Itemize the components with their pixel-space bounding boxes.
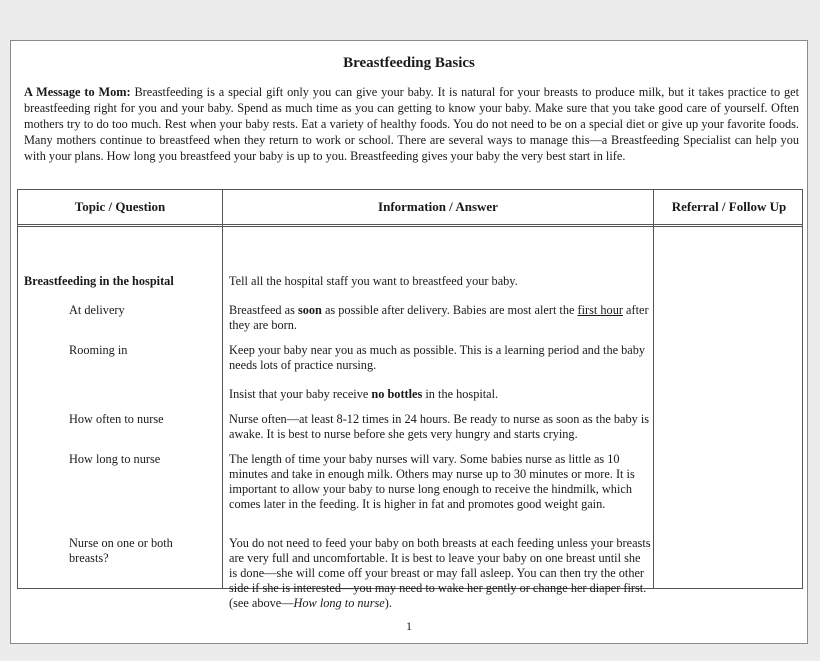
answer-how-often: Nurse often—at least 8-12 times in 24 hours. Be ready to nurse as soon as the baby is awake. It is best to nurse before she gets very hungry and starts crying.: [229, 412, 650, 441]
header-topic: Topic / Question: [74, 199, 166, 214]
intro-paragraph: [24, 84, 799, 164]
document-page: [10, 40, 808, 644]
topic-rooming-in: Rooming in: [69, 343, 128, 357]
topic-how-long: How long to nurse: [69, 452, 161, 466]
topic-one-or-both: Nurse on one or both breasts?: [69, 536, 173, 565]
answer-rooming-in: Keep your baby near you as much as possible. This is a learning period and the baby needs lots of practice nursing.: [229, 343, 646, 372]
topic-how-often: How often to nurse: [69, 412, 164, 426]
header-referral: Referral / Follow Up: [671, 199, 787, 214]
header-information: Information / Answer: [378, 199, 498, 214]
answer-no-bottles: Insist that your baby receive no bottles in the hospital.: [229, 387, 499, 401]
section-answer: Tell all the hospital staff you want to breastfeed your baby.: [229, 274, 518, 288]
topic-at-delivery: At delivery: [69, 303, 125, 317]
column-divider: [222, 190, 223, 588]
answer-at-delivery: Breastfeed as soon as possible after delivery. Babies are most alert the first hour after they are born.: [229, 303, 649, 332]
answer-how-long: The length of time your baby nurses will vary. Some babies nurse as little as 10 minutes and take in enough milk. Others may nurse up to 30 minutes or more. It is important to allow your baby to nurse long enough to receive the hindmilk, which comes later in the feeding. It is higher in fat and promotes good weight gain.: [229, 452, 635, 511]
intro-label: A Message to Mom:: [24, 85, 131, 99]
column-divider: [653, 190, 654, 588]
document-title: Breastfeeding Basics: [343, 55, 475, 71]
header-divider: [18, 226, 802, 227]
header-divider: [18, 224, 802, 225]
intro-text: Breastfeeding is a special gift only you can give your baby. It is natural for your breasts to produce milk, but it takes practice to get breastfeeding right for you and your baby. Spend as much time as you can getting to know your baby. Make sure that you take good care of yourself. Often mothers try to do too much. Rest when your baby rests. Eat a variety of healthy foods. You do not need to be on a special diet or give up your favorite foods. Many mothers continue to breastfeed when they return to work or school. There are several ways to manage this—a Breastfeeding Specialist can help you with your plans. How long you breastfeed your baby is up to you. Breastfeeding gives your baby the very best start in life.: [24, 85, 799, 163]
answer-one-or-both: You do not need to feed your baby on both breasts at each feeding unless your breasts are very full and uncomfortable. It is best to leave your baby on one breast until she is done—she will come off your breast or may fall asleep. You can then try the other side if she is interested—you may need to wake her gently or change her diaper first. (see above—How long to nurse).: [229, 536, 651, 610]
page-number: 1: [406, 619, 412, 633]
info-table: [17, 189, 803, 610]
section-topic: Breastfeeding in the hospital: [24, 274, 174, 288]
